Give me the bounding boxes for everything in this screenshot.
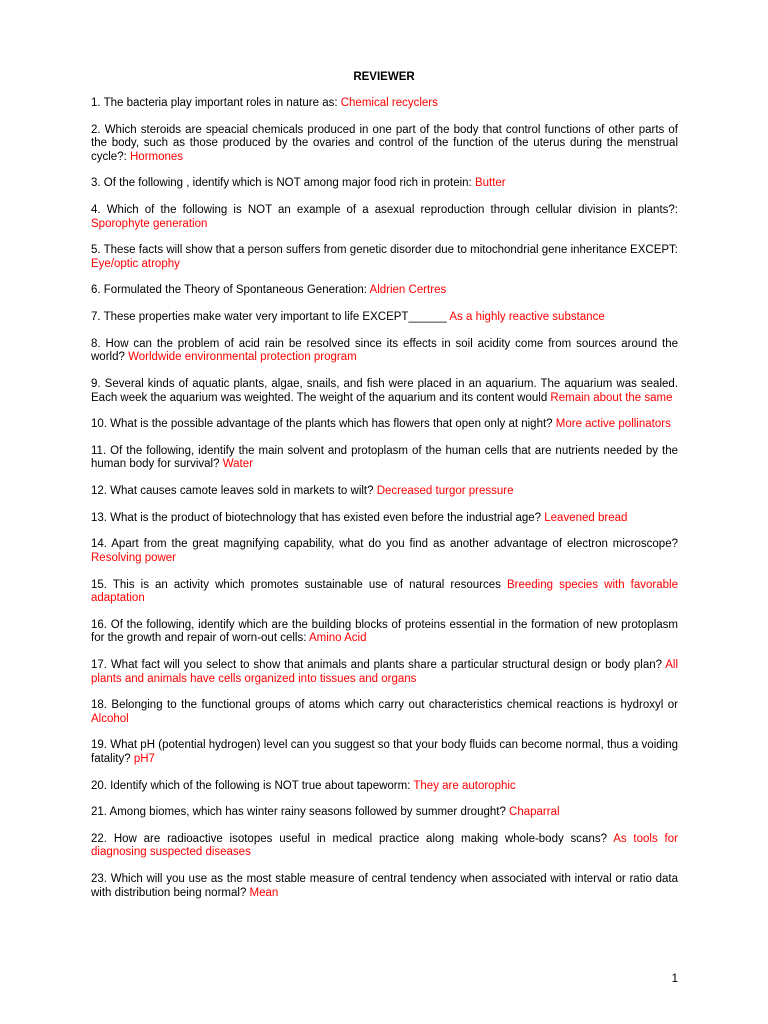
- question-text: 19. What pH (potential hydrogen) level can you suggest so that your body fluids can become normal, thus a voiding fatality?: [91, 739, 678, 765]
- question-item: [91, 124, 678, 165]
- question-item: [91, 873, 678, 900]
- question-item: [91, 512, 678, 526]
- question-item: [91, 445, 678, 472]
- answer-text: Resolving power: [91, 551, 177, 564]
- question-item: [91, 378, 678, 405]
- answer-text: Mean: [249, 886, 279, 899]
- answer-text: Chaparral: [509, 806, 560, 819]
- answer-text: More active pollinators: [555, 418, 671, 431]
- question-text: 7. These properties make water very important to life EXCEPT______: [91, 311, 450, 324]
- answer-text: Decreased turgor pressure: [376, 485, 514, 498]
- answer-text: Worldwide environmental protection program: [128, 351, 357, 364]
- answer-text: Chemical recyclers: [340, 97, 438, 109]
- question-item: [91, 311, 678, 325]
- answer-text: Butter: [474, 177, 506, 190]
- question-text: 13. What is the product of biotechnology that has existed even before the industrial age?: [91, 511, 545, 524]
- answer-text: They are autorophic: [413, 779, 516, 792]
- question-text: 18. Belonging to the functional groups of atoms which carry out characteristics chemical reactions is hydroxyl or: [91, 699, 678, 712]
- question-item: [91, 97, 678, 111]
- question-item: [91, 338, 678, 365]
- question-item: [91, 204, 678, 231]
- answer-text: Hormones: [130, 150, 184, 163]
- question-text: 6. Formulated the Theory of Spontaneous Generation:: [91, 284, 370, 297]
- question-item: [91, 619, 678, 646]
- question-text: 15. This is an activity which promotes sustainable use of natural resources: [91, 578, 507, 591]
- question-item: [91, 699, 678, 726]
- question-list: [91, 97, 678, 913]
- answer-text: Sporophyte generation: [91, 217, 208, 230]
- question-text: 22. How are radioactive isotopes useful in medical practice along making whole-body scans?: [91, 832, 614, 845]
- answer-text: As a highly reactive substance: [449, 311, 605, 324]
- answer-text: pH7: [133, 752, 155, 765]
- question-item: [91, 244, 678, 271]
- answer-text: Remain about the same: [550, 391, 673, 404]
- answer-text: Water: [222, 458, 253, 471]
- question-item: [91, 418, 678, 432]
- question-text: 2. Which steroids are speacial chemicals produced in one part of the body that control functions of other parts of the body, such as those produced by the ovaries and control of the function of the uterus during the menstrual cycle?:: [91, 123, 678, 163]
- question-text: 3. Of the following , identify which is NOT among major food rich in protein:: [91, 177, 475, 190]
- question-item: [91, 485, 678, 499]
- question-item: [91, 284, 678, 298]
- question-text: 17. What fact will you select to show that animals and plants share a particular structural design or body plan?: [91, 659, 666, 671]
- page-number: 1: [671, 973, 678, 985]
- answer-text: Aldrien Certres: [369, 284, 447, 297]
- question-text: 11. Of the following, identify the main solvent and protoplasm of the human cells that are nutrients needed by the human body for survival?: [91, 444, 678, 471]
- answer-text: Leavened bread: [544, 511, 628, 524]
- question-text: 21. Among biomes, which has winter rainy seasons followed by summer drought?: [91, 806, 510, 819]
- question-item: [91, 177, 678, 191]
- question-text: 12. What causes camote leaves sold in markets to wilt?: [91, 485, 377, 498]
- answer-text: All plants and animals have cells organized into tissues and organs: [91, 659, 678, 685]
- question-text: 10. What is the possible advantage of the plants which has flowers that open only at night?: [91, 418, 556, 431]
- question-item: [91, 806, 678, 820]
- question-text: 14. Apart from the great magnifying capability, what do you find as another advantage of electron microscope?: [91, 538, 678, 551]
- answer-text: Alcohol: [91, 712, 129, 725]
- question-item: [91, 579, 678, 606]
- question-item: [91, 833, 678, 860]
- answer-text: As tools for diagnosing suspected diseases: [91, 832, 678, 859]
- question-item: [91, 659, 678, 686]
- answer-text: Amino Acid: [308, 632, 367, 645]
- question-text: 5. These facts will show that a person suffers from genetic disorder due to mitochondrial gene inheritance EXCEPT:: [91, 244, 678, 257]
- question-text: 16. Of the following, identify which are the building blocks of proteins essential in the formation of new protoplasm for the growth and repair of worn-out cells:: [91, 618, 678, 645]
- question-item: [91, 538, 678, 565]
- question-text: 1. The bacteria play important roles in nature as:: [91, 97, 341, 109]
- answer-text: Eye/optic atrophy: [91, 257, 180, 270]
- question-item: [91, 739, 678, 766]
- answer-text: Breeding species with favorable adaptation: [91, 578, 678, 605]
- question-text: 8. How can the problem of acid rain be resolved since its effects in soil acidity come from sources around the world?: [91, 337, 678, 364]
- question-text: 9. Several kinds of aquatic plants, algae, snails, and fish were placed in an aquarium. The aquarium was sealed. Each week the aquarium was weighted. The weight of the aquarium and its content would: [91, 378, 678, 404]
- question-text: 23. Which will you use as the most stable measure of central tendency when associated with interval or ratio data with distribution being normal?: [91, 873, 678, 899]
- question-text: 20. Identify which of the following is NOT true about tapeworm:: [91, 779, 414, 792]
- question-item: [91, 780, 678, 794]
- page-title: REVIEWER: [353, 71, 415, 83]
- question-text: 4. Which of the following is NOT an example of a asexual reproduction through cellular division in plants?:: [91, 204, 678, 217]
